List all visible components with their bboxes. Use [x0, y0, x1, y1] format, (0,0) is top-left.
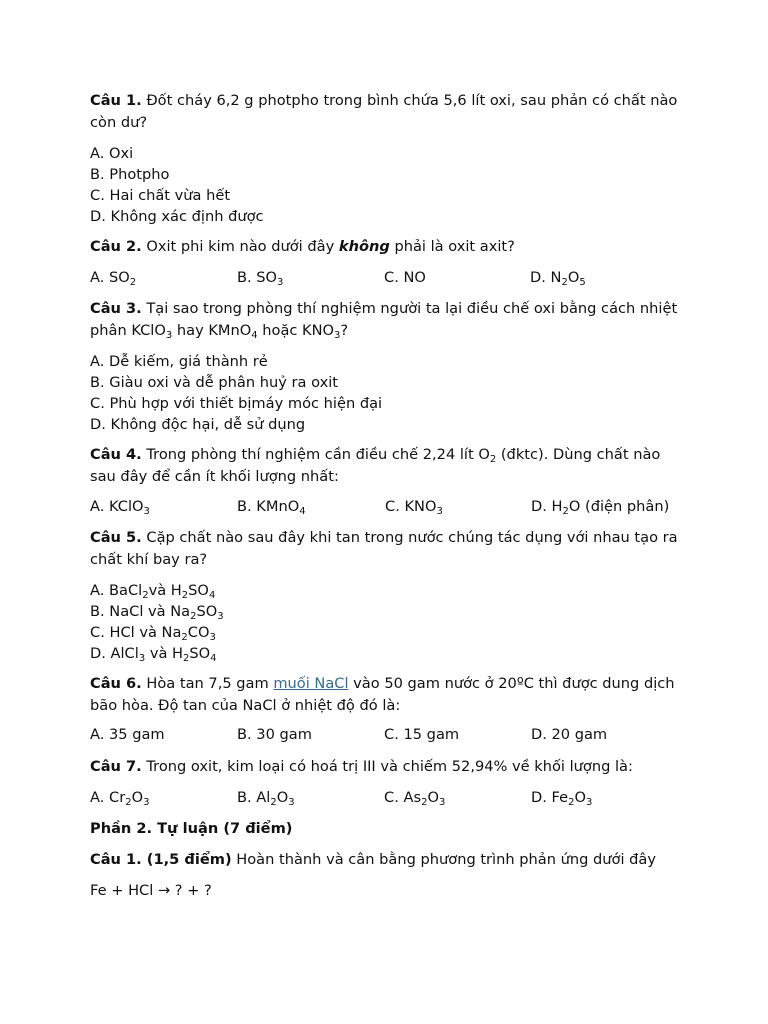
question-4: Câu 4. Trong phòng thí nghiệm cần điều chế 2,24 lít $O_2$ (đktc). Dùng chất nào sau đây để cần ít khối lượng nhất: — [90, 446, 661, 485]
question-2-options — [90, 267, 690, 289]
option-b: B. $Al_2O_3$ — [237, 789, 295, 808]
question-number: Câu 6. — [90, 675, 142, 692]
question-7 — [90, 756, 690, 778]
question-text: Trong phòng thí nghiệm cần điều chế 2,24 lít O — [141, 446, 490, 463]
question-text: Hòa tan 7,5 gam — [141, 675, 274, 692]
question-6: Câu 6. Hòa tan 7,5 gam muối NaCl vào 50 gam nước ở 20ºC thì được dung dịch bão hòa. Độ tan của NaCl ở nhiệt độ đó là: — [90, 675, 675, 714]
option-b: B. KMnO$_4$ — [237, 498, 306, 517]
option-a: A. $Cr_2O_3$ — [90, 789, 150, 808]
essay-question-1 — [90, 849, 690, 871]
option-c: C. $As_2O_3$ — [384, 789, 446, 808]
question-4-options — [90, 496, 690, 518]
option-d: D. 20 gam — [531, 726, 608, 743]
nacl-link[interactable]: muối NaCl — [273, 675, 349, 692]
option-b: B. Giàu oxi và dễ phân huỷ ra oxit — [90, 374, 338, 391]
option-a: A. $SO_2$ — [90, 269, 137, 288]
question-text: Trong oxit, kim loại có hoá trị III và chiếm 52,94% về khối lượng là: — [141, 758, 633, 775]
option-d: D. Không độc hại, dễ sử dụng — [90, 416, 306, 433]
option-c: C. 15 gam — [384, 726, 460, 743]
option-a: A. BaCl$_2$và $H_2SO_4$ — [90, 582, 216, 601]
question-1 — [90, 90, 690, 134]
option-d: D. AlCl$_3$ và $H_2SO_4$ — [90, 645, 217, 664]
question-3-options — [90, 351, 382, 435]
option-a: A. Dễ kiếm, giá thành rẻ — [90, 353, 268, 370]
question-number: Câu 1. (1,5 điểm) — [90, 851, 232, 868]
option-c: C. HCl và $Na_2CO_3$ — [90, 624, 216, 643]
option-c: C. Hai chất vừa hết — [90, 187, 231, 204]
question-text: Cặp chất nào sau đây khi tan trong nước chúng tác dụng với nhau tạo ra chất khí bay ra? — [90, 529, 678, 568]
question-number: Câu 2. — [90, 238, 142, 255]
option-c: C. NO — [384, 269, 426, 286]
option-c: C. $KNO_3$ — [385, 498, 443, 517]
option-b: B. NaCl và $Na_2SO_3$ — [90, 603, 224, 622]
question-5 — [90, 527, 690, 571]
question-3: Câu 3. Tại sao trong phòng thí nghiệm người ta lại điều chế oxi bằng cách nhiệt phân KClO$_3$ hay KMnO$_4$ hoặc $KNO_3$? — [90, 300, 678, 341]
question-5-options — [90, 580, 224, 664]
question-number: Câu 1. — [90, 92, 142, 109]
question-6-options — [90, 724, 690, 746]
question-number: Câu 5. — [90, 529, 142, 546]
option-a: A. 35 gam — [90, 726, 165, 743]
question-number: Câu 3. — [90, 300, 142, 317]
section-heading: Phần 2. Tự luận (7 điểm) — [90, 820, 293, 837]
option-c: C. Phù hợp với thiết bịmáy móc hiện đại — [90, 395, 383, 412]
option-d: D. $N_2O_5$ — [530, 269, 586, 288]
question-text: Đốt cháy 6,2 g photpho trong bình chứa 5,6 lít oxi, sau phản có chất nào còn dư? — [90, 92, 678, 131]
option-d: D. Không xác định được — [90, 208, 264, 225]
question-2 — [90, 236, 690, 258]
emphasis-text: không — [338, 238, 390, 255]
question-number: Câu 7. — [90, 758, 142, 775]
option-a: A. KClO$_3$ — [90, 498, 150, 517]
question-1-options — [90, 143, 264, 227]
question-text-end: phải là oxit axit? — [389, 238, 515, 255]
equation: Fe + HCl → ? + ? — [90, 882, 212, 899]
question-text: Hoàn thành và cân bằng phương trình phản ứng dưới đây — [231, 851, 656, 868]
question-text: Tại sao trong phòng thí nghiệm người ta lại điều chế oxi bằng cách nhiệt phân KClO — [90, 300, 678, 339]
question-7-options — [90, 787, 690, 809]
question-number: Câu 4. — [90, 446, 142, 463]
option-b: B. 30 gam — [237, 726, 312, 743]
option-d: D. $H_2O$ (điện phân) — [531, 498, 670, 517]
option-b: B. Photpho — [90, 166, 170, 183]
option-d: D. $Fe_2O_3$ — [531, 789, 593, 808]
option-b: B. $SO_3$ — [237, 269, 284, 288]
option-a: A. Oxi — [90, 145, 134, 162]
question-text: Oxit phi kim nào dưới đây — [141, 238, 339, 255]
